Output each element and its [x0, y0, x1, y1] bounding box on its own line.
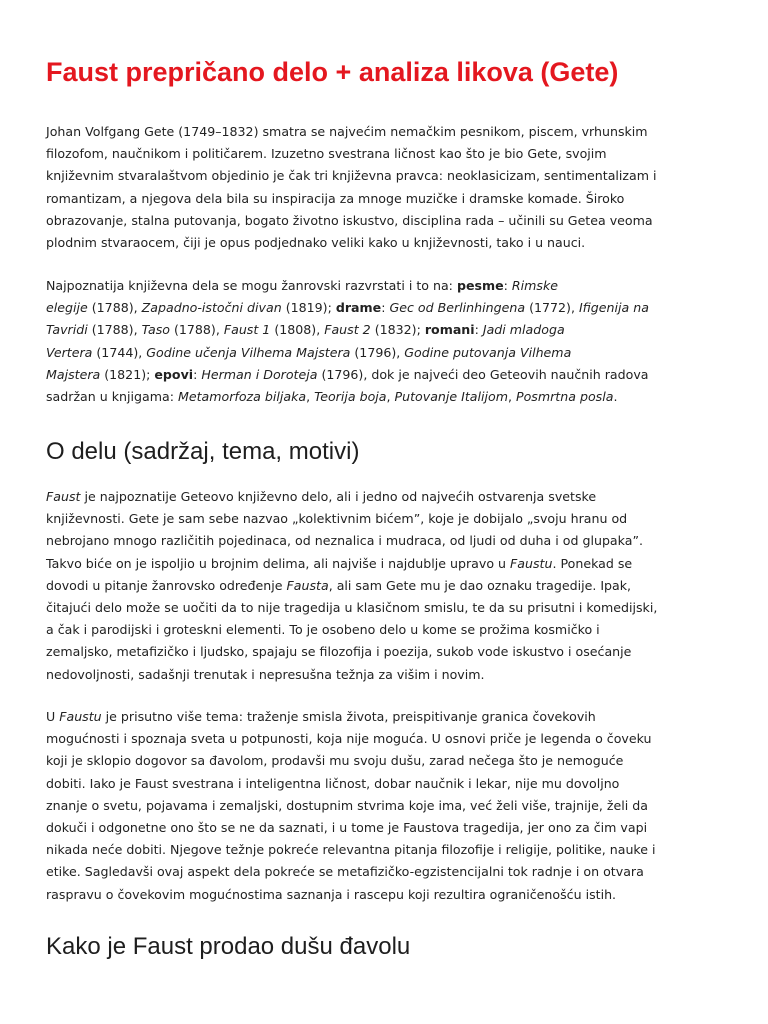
work-title: elegije	[46, 300, 88, 316]
genre-epovi: epovi	[154, 366, 194, 382]
work-title: Teorija boja	[314, 389, 387, 405]
intro-line: književnim stvaralaštvom objedinio je čak tri književna pravca: neoklasicizam, sentimentalizam i	[46, 168, 657, 184]
delu-line: nebrojano mnogo različitih pojedinaca, od neznalica i mudraca, od ljudi od duha i od glupaka”.	[46, 533, 643, 549]
teme-line: koji je sklopio dogovor sa đavolom, prodavši mu svoju dušu, zarad nečega što je nemoguće	[46, 753, 624, 769]
works-paragraph	[46, 275, 722, 408]
page-title: Faust prepričano delo + analiza likova (Gete)	[46, 57, 619, 87]
intro-line: filozofom, naučnikom i političarem. Izuzetno svestrana ličnost kao što je bio Gete, svojim	[46, 146, 607, 162]
delu-line: zemaljsko, metafizičko i ljudsko, spajaju se filozofija i poezija, sukob vode iskustvo i osećanje	[46, 644, 632, 660]
teme-line: dobiti. Iako je Faust svestrana i inteligentna ličnost, dobar naučnik i lekar, nije mu dovoljno	[46, 775, 620, 791]
intro-line: romantizam, a njegova dela bila su inspiracija za mnoge muzičke i dramske komade. Široko	[46, 190, 625, 206]
works-line: Najpoznatija književna dela se mogu žanrovski razvrstati i to na: pesme: Rimske	[46, 278, 559, 293]
intro-line: plodnim stvaraocem, čiji je opus podjednako veliki kako u književnosti, tako i u nauci.	[46, 235, 586, 251]
works-line: sadržan u knjigama: Metamorfoza biljaka, Teorija boja, Putovanje Italijom, Posmrtna posla.	[46, 389, 618, 405]
teme-paragraph	[46, 706, 722, 906]
work-title: Jadi mladoga	[482, 322, 565, 338]
teme-line: U Faustu je prisutno više tema: traženje smisla života, preispitivanje granica čovekovih	[46, 709, 596, 724]
teme-line: nikada neće dobiti. Njegove težnje pokreće relevantna pitanja filozofije i religije, politike, nauke i	[46, 842, 656, 858]
work-title: Posmrtna posla	[516, 389, 614, 405]
work-title: Putovanje Italijom	[394, 389, 508, 405]
section-heading-o-delu: O delu (sadržaj, tema, motivi)	[46, 438, 360, 465]
work-title: Zapadno-istočni divan	[141, 300, 282, 316]
teme-line: mogućnosti i spoznaja sveta u potpunosti, koja nije moguća. U osnovi priče je legenda o čoveku	[46, 731, 652, 747]
delu-line: čitajući delo može se uočiti da to nije tragedija u klasičnom smislu, te da su prisutni i komedijski,	[46, 600, 658, 616]
work-title: Godine učenja Vilhema Majstera	[146, 344, 351, 360]
teme-line: dokuči i odgonetne ono što se ne da saznati, i u tome je Faustova tragedija, jer ono za čim vapi	[46, 820, 648, 836]
delu-line: Takvo biće on je ispoljio u brojnim delima, ali najviše i najdublje upravo u Faustu. Ponekad se	[46, 555, 633, 571]
work-title: Taso	[141, 322, 170, 338]
genre-pesme: pesme	[456, 278, 504, 293]
work-title: Tavridi	[46, 322, 88, 338]
works-line: Vertera (1744), Godine učenja Vilhema Majstera (1796), Godine putovanja Vilhema	[46, 344, 572, 360]
delu-line: nedovoljnosti, sadašnji trenutak i nepresušna težnja za višim i novim.	[46, 666, 485, 682]
genre-romani: romani	[424, 322, 475, 338]
delu-line: književnosti. Gete je sam sebe nazvao „kolektivnim bićem”, koje je dobijalo „svoju hranu od	[46, 511, 628, 527]
intro-paragraph	[46, 121, 722, 254]
intro-line: Johan Volfgang Gete (1749–1832) smatra se najvećim nemačkim pesnikom, piscem, vrhunskim	[46, 124, 648, 139]
work-title: Herman i Doroteja	[201, 366, 318, 382]
intro-line: obrazovanje, stalna putovanja, bogato životno iskustvo, disciplina rada – učinili su Getea veoma	[46, 212, 653, 228]
work-title: Vertera	[46, 344, 93, 360]
teme-line: raspravu o čovekovim mogućnostima saznanja i rascepu koji rezultira ograničenošću istih.	[46, 886, 617, 902]
work-title: Rimske	[511, 278, 559, 293]
delu-line: Faust je najpoznatije Geteovo književno delo, ali i jedno od najvećih ostvarenja svetske	[46, 489, 597, 504]
delu-line: a čak i parodijski i groteskni elementi. To je osobeno delo u kome se prožima kosmičko i	[46, 622, 600, 638]
works-line: elegije (1788), Zapadno-istočni divan (1819); drame: Gec od Berlinhingena (1772), Ifigenija na	[46, 300, 649, 316]
work-title: Metamorfoza biljaka	[177, 389, 307, 405]
work-title: Majstera	[46, 366, 101, 382]
work-title: Faust 2	[324, 322, 371, 338]
work-title: Gec od Berlinhingena	[389, 300, 526, 316]
genre-drame: drame	[335, 300, 382, 316]
work-title: Ifigenija na	[578, 300, 649, 316]
delu-paragraph	[46, 486, 722, 686]
works-line: Majstera (1821); epovi: Herman i Doroteja (1796), dok je najveći deo Geteovih naučnih radova	[46, 366, 649, 382]
works-line: Tavridi (1788), Taso (1788), Faust 1 (1808), Faust 2 (1832); romani: Jadi mladoga	[46, 322, 565, 338]
teme-line: etike. Sagledavši ovaj aspekt dela pokreće se metafizičko-egzistencijalni tok radnje i on otvara	[46, 864, 644, 880]
work-title: Faust 1	[223, 322, 271, 338]
work-title: Godine putovanja Vilhema	[404, 344, 572, 360]
delu-line: dovodi u pitanje žanrovsko određenje Fausta, ali sam Gete mu je dao oznaku tragedije. Ipak,	[46, 577, 632, 593]
section-heading-kako-je-faust: Kako je Faust prodao dušu đavolu	[46, 933, 411, 960]
teme-line: znanje o svetu, pojavama i zemaljski, dostupnim stvrima koje ima, već želi više, trajnije, želi da	[46, 797, 648, 813]
